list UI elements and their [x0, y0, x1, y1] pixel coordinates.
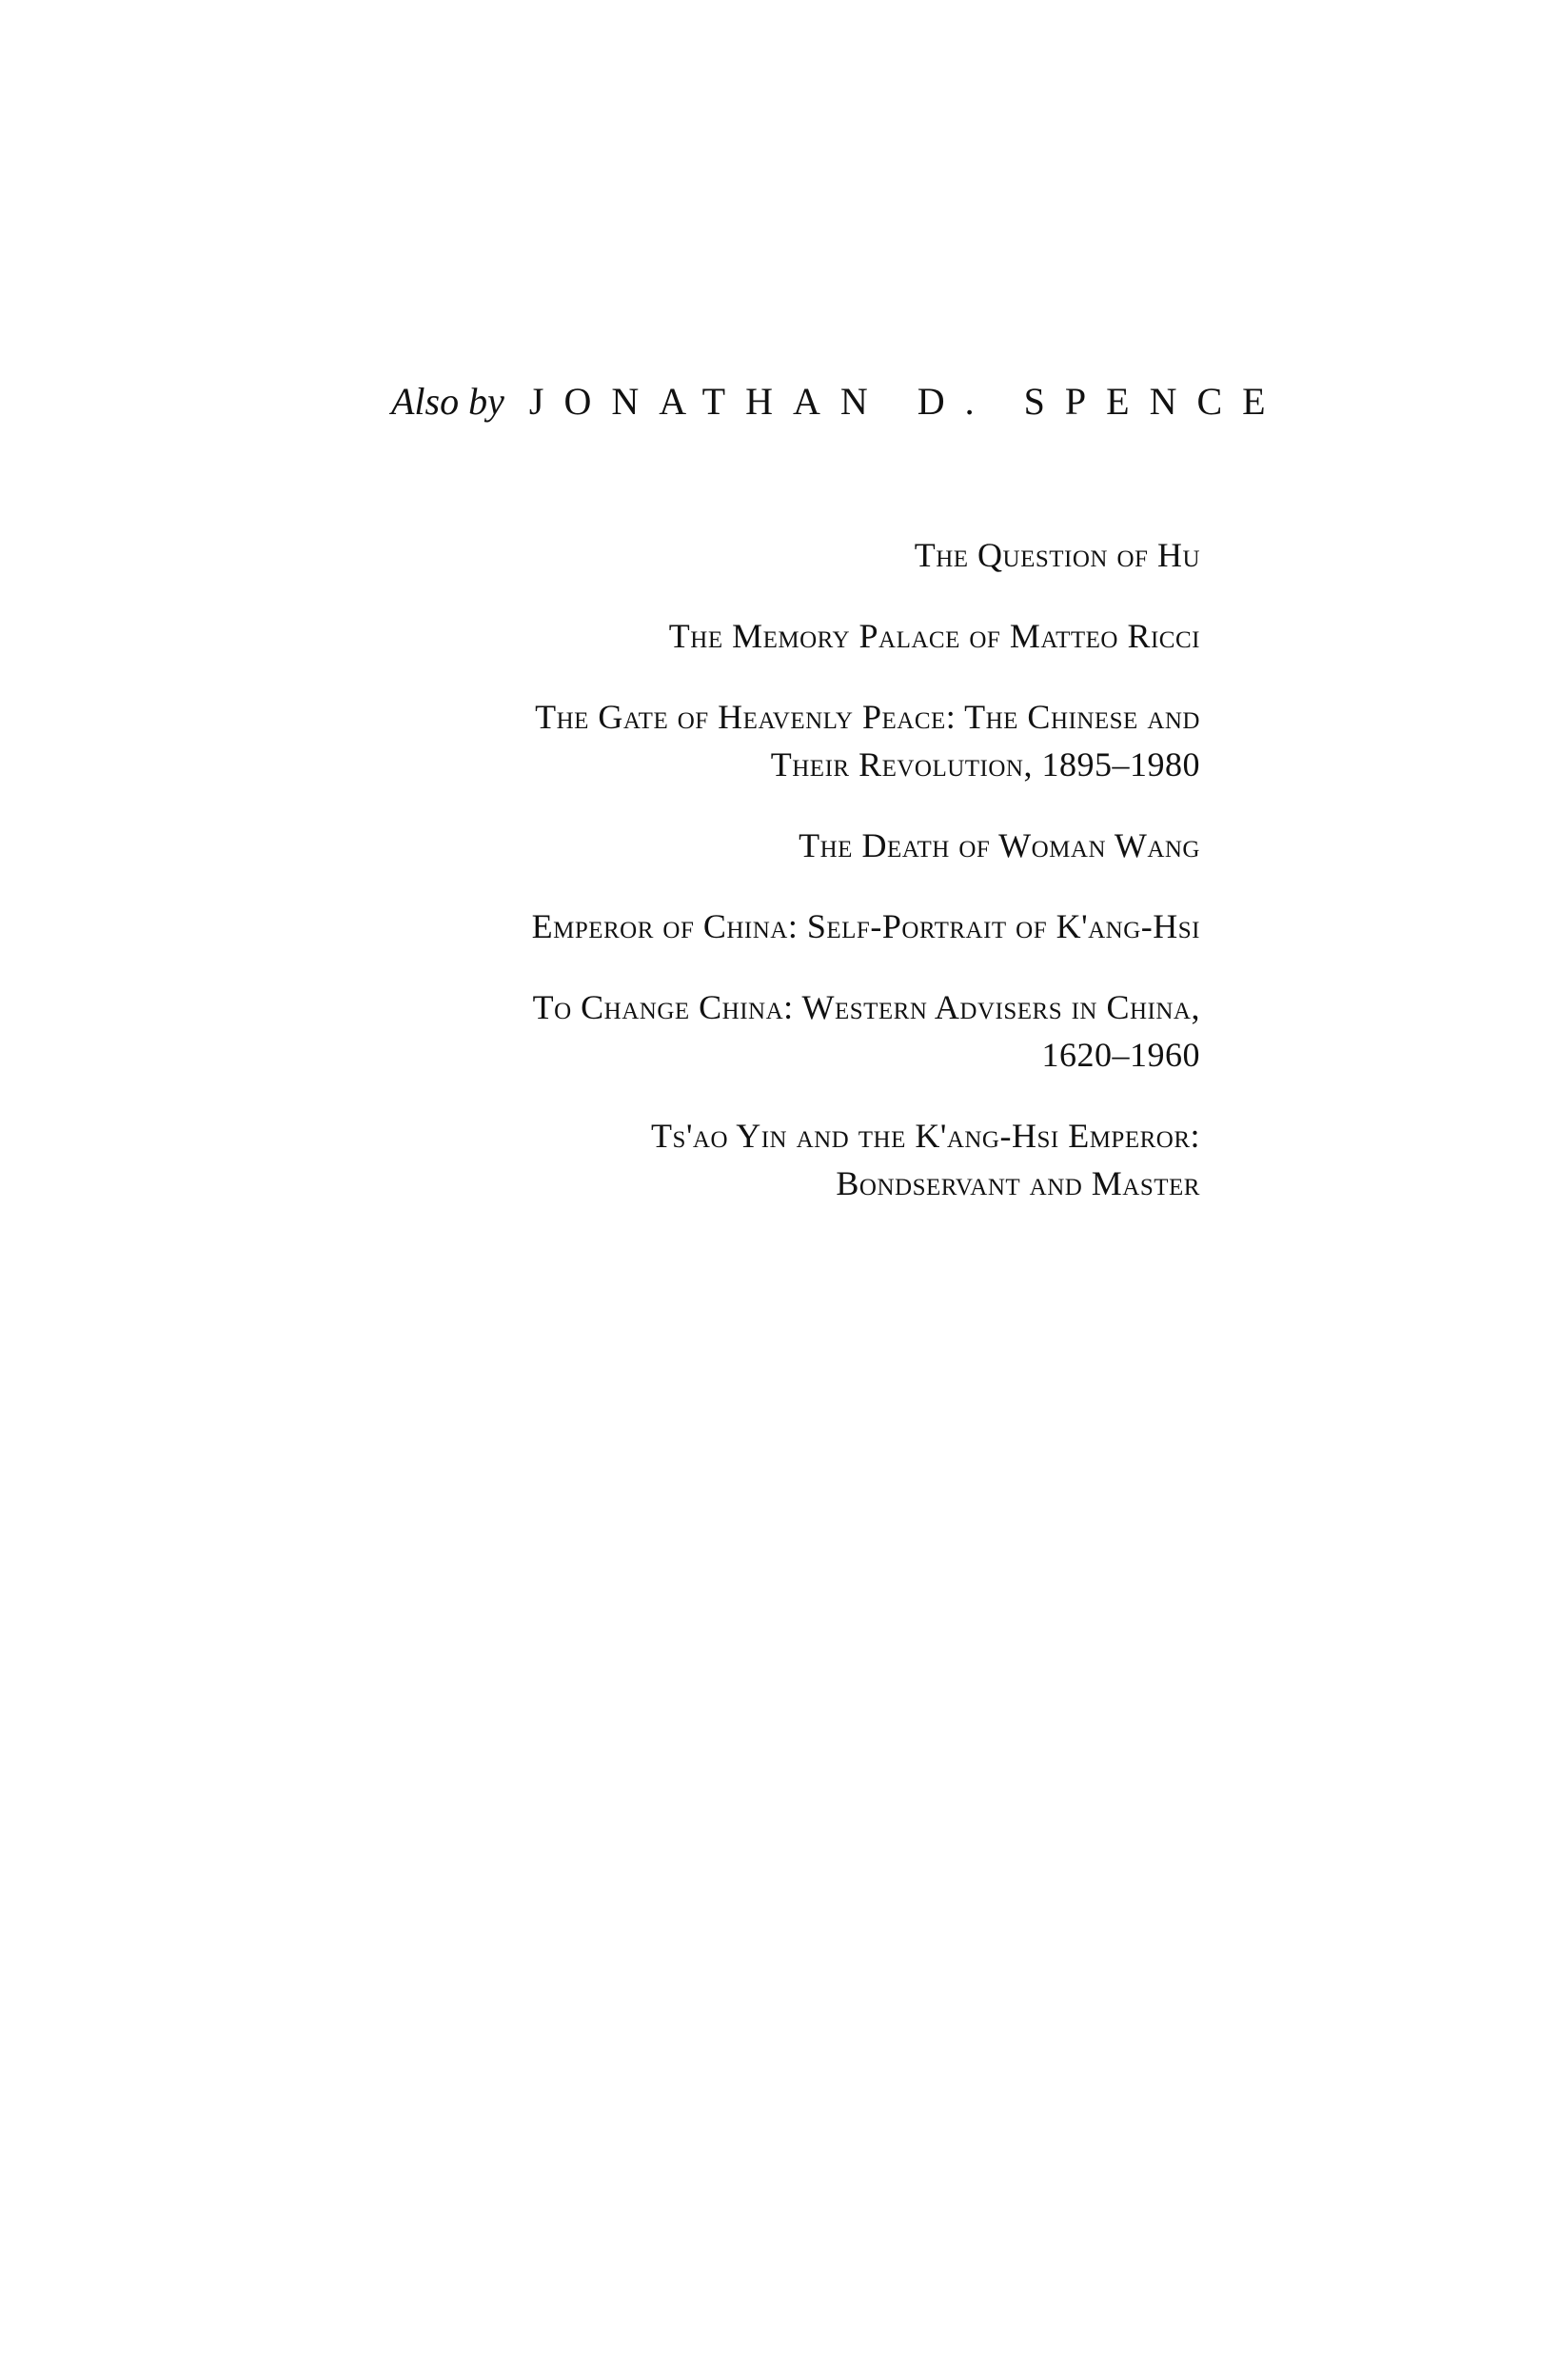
book-list: [286, 531, 1200, 1240]
book-title: [286, 902, 1200, 950]
author-name: JONATHAN D. SPENCE: [528, 380, 1286, 423]
book-title-line: The Gate of Heavenly Peace: The Chinese and: [535, 698, 1200, 736]
book-title-line: The Death of Woman Wang: [799, 826, 1200, 864]
also-by-heading: [391, 373, 1286, 439]
book-title-line: To Change China: Western Advisers in China,: [532, 988, 1200, 1026]
book-title-line: Emperor of China: Self-Portrait of K'ang-Hsi: [531, 907, 1200, 945]
book-title-line: 1620–1960: [1041, 1036, 1200, 1074]
book-title: [286, 822, 1200, 869]
book-title: [286, 693, 1200, 788]
book-title: [286, 531, 1200, 579]
book-title-line: The Question of Hu: [914, 536, 1200, 574]
book-title: [286, 983, 1200, 1079]
book-title-line: Their Revolution, 1895–1980: [770, 745, 1200, 783]
book-title: [286, 612, 1200, 660]
also-by-label: Also by: [391, 380, 504, 423]
book-title: [286, 1112, 1200, 1207]
book-title-line: Ts'ao Yin and the K'ang-Hsi Emperor:: [651, 1117, 1200, 1155]
book-title-line: Bondservant and Master: [836, 1164, 1200, 1202]
book-title-line: The Memory Palace of Matteo Ricci: [668, 617, 1200, 655]
